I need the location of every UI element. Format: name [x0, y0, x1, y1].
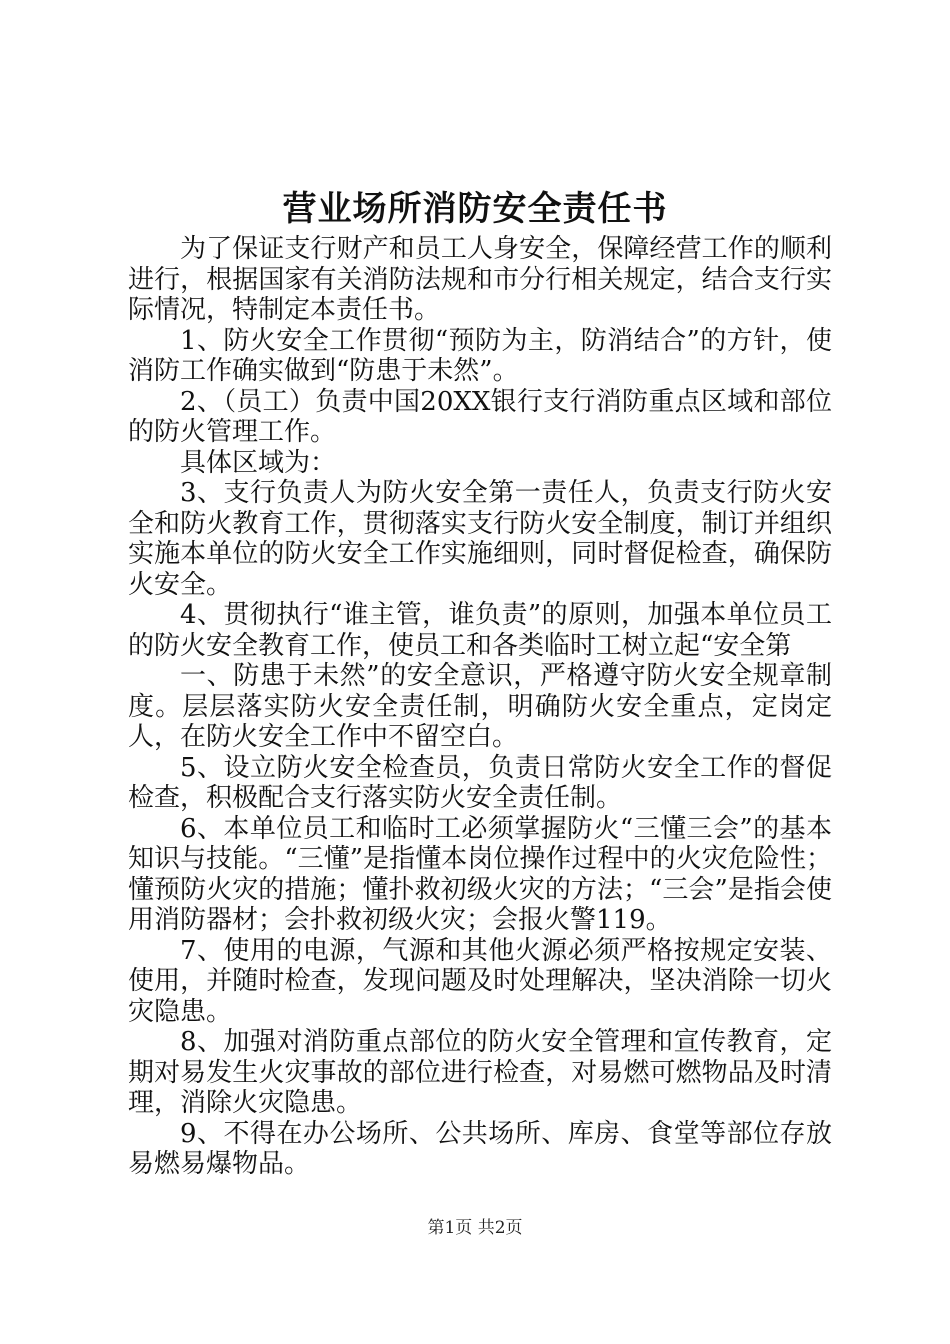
- paragraph-item-3: 3、支行负责人为防火安全第一责任人，负责支行防火安全和防火教育工作，贯彻落实支行防火安全制度，制订并组织实施本单位的防火安全工作实施细则，同时督促检查，确保防火安全。: [128, 478, 832, 600]
- page-indicator: 第1页 共2页: [427, 1218, 523, 1238]
- document-body: [128, 234, 832, 1180]
- paragraph-item-8: 8、加强对消防重点部位的防火安全管理和宣传教育，定期对易发生火灾事故的部位进行检查，对易燃可燃物品及时清理，消除火灾隐患。: [128, 1027, 832, 1118]
- paragraph-item-7: 7、使用的电源，气源和其他火源必须严格按规定安装、使用，并随时检查，发现问题及时处理解决，坚决消除一切火灾隐患。: [128, 935, 832, 1027]
- paragraph-item-9: 9、不得在办公场所、公共场所、库房、食堂等部位存放易燃易爆物品。: [128, 1118, 832, 1179]
- paragraph-item-4: 4、贯彻执行“谁主管，谁负责”的原则，加强本单位员工的防火安全教育工作，使员工和各类临时工树立起“安全第: [128, 600, 832, 661]
- document-title: 营业场所消防安全责任书: [282, 189, 668, 229]
- paragraph-item-4-continued: 一、防患于未然”的安全意识，严格遵守防火安全规章制度。层层落实防火安全责任制，明确防火安全重点，定岗定人，在防火安全工作中不留空白。: [128, 661, 832, 752]
- paragraph-item-1: 1、防火安全工作贯彻“预防为主，防消结合”的方针，使消防工作确实做到“防患于未然”。: [128, 325, 832, 386]
- paragraph-intro: 为了保证支行财产和员工人身安全，保障经营工作的顺利进行，根据国家有关消防法规和市分行相关规定，结合支行实际情况，特制定本责任书。: [128, 234, 832, 325]
- paragraph-area-label: 具体区域为：: [180, 447, 337, 478]
- page-footer: [0, 1216, 950, 1240]
- paragraph-item-2: 2、（员工）负责中国20XX银行支行消防重点区域和部位的防火管理工作。: [128, 386, 832, 447]
- paragraph-item-6: 6、本单位员工和临时工必须掌握防火“三懂三会”的基本知识与技能。“三懂”是指懂本岗位操作过程中的火灾危险性；懂预防火灾的措施；懂扑救初级火灾的方法；“三会”是指会使用消防器材；会扑救初级火灾；会报火警119。: [128, 813, 832, 935]
- paragraph-item-5: 5、设立防火安全检查员，负责日常防火安全工作的督促检查，积极配合支行落实防火安全责任制。: [128, 752, 832, 813]
